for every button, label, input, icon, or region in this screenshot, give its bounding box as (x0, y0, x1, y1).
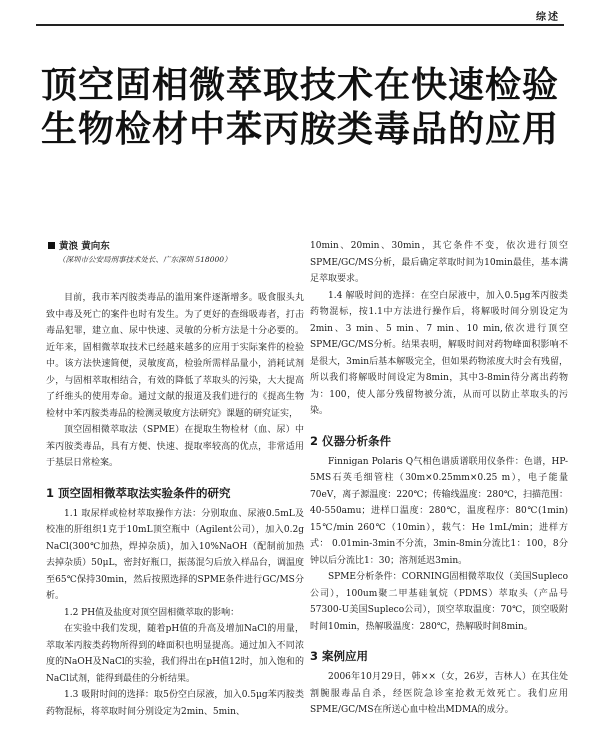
continued-paragraph: 10min、20min、30min，其它条件不变，依次进行顶空SPME/GC/MS分析，最后确定萃取时间为10min最佳，基本满足萃取要求。 (310, 241, 568, 284)
section-1-1-paragraph: 1.1 取尿样或检材萃取操作方法：分别取血、尿液0.5mL及校准的肝组织1克于10mL顶空瓶中（Agilent公司），加入0.2g NaCl(300℃加热，焊掉杂质)，加入10%NaOH（配制前加热去掉杂质）50μL，密封好瓶口，振荡混匀后放入样品台，调温度至65℃保持30min，然后按照选择的SPME条件进行GC/MS分析。 (46, 508, 304, 601)
author-block (48, 240, 298, 266)
section-1-2-paragraph: 在实验中我们发现，随着pH值的升高及增加NaCl的用量，萃取苯丙胺类药物所得到的峰面积也明显提高。通过加入不同浓度的NaOH及NaCl的实验，我们得出在pH值12时，加入饱和的NaCl试剂，能得到最佳的分析结果。 (46, 624, 304, 684)
intro-paragraph-2: 顶空固相微萃取法（SPME）在提取生物检材（血、尿）中苯丙胺类毒品，具有方便、快速、提取率较高的优点，非常适用于基层日常检案。 (46, 425, 304, 468)
section-2-heading: 2 仪器分析条件 (310, 433, 392, 448)
section-1-4-paragraph: 1.4 解吸时间的选择：在空白尿液中，加入0.5μg苯丙胺类药物混标，按1.1中方法进行操作后，将解吸时间分别设定为2min、3 min、5 min、7 min、10 min,依次进行顶空SPME/GC/MS分析。结果表明，解吸时间对药物峰面积影响不是很大，3min后基本解吸完全，但如果药物浓度大时会有残留，所以我们将解吸时间设定为8min，其中3-8min待分离出药物为：100，使人部分残留物被分流，从而可以防止萃取头的污染。 (310, 290, 568, 416)
section-3-heading: 3 案例应用 (310, 649, 369, 663)
author-affiliation: （深圳市公安局刑事技术处长、广东深圳 518000） (58, 255, 232, 264)
article-title (0, 64, 600, 152)
section-1-3-paragraph: 1.3 吸附时间的选择：取5份空白尿液，加入0.5μg苯丙胺类药物混标，将萃取时间分别设定为2min、5min、 (46, 690, 304, 717)
spacer (46, 472, 304, 480)
section-1-2-heading: 1.2 PH值及盐度对顶空固相微萃取的影响： (64, 607, 240, 618)
spacer (310, 635, 568, 643)
left-column (46, 290, 304, 720)
section-2-spme-paragraph: SPME分析条件：CORNING固相微萃取仪（美国Supleco公司），100um聚二甲基硅氧烷（PDMS）萃取头（产品号57300-U美国Supleco公司），顶空萃取温度：70℃，顶空吸附时间10min，热解吸温度：280℃，热解吸时间8min。 (310, 572, 568, 632)
author-names: 黄浪 黄向东 (59, 241, 110, 252)
authors (48, 240, 298, 254)
title-line-1: 顶空固相微萃取技术在快速检验 (40, 65, 559, 106)
section-3-paragraph: 2006年10月29日，韩××（女，26岁，吉林人）在其住处割腕服毒品自杀，经医院急诊室抢救无效死亡。我们应用SPME/GC/MS在所送心血中检出MDMA的成分。 (310, 672, 568, 715)
journal-section-label: 综述 (536, 12, 560, 23)
right-column (310, 238, 568, 719)
spacer (310, 420, 568, 428)
square-bullet-icon (48, 242, 55, 249)
intro-paragraph-1: 目前，我市苯丙胺类毒品的滥用案件逐渐增多。吸食服头丸致中毒及死亡的案件也时有发生。为了更好的查缉吸毒者，打击毒品犯罪，建立血、尿中快速、灵敏的分析方法是十分必要的。近年来，固相微萃取技术已经越来越多的应用于实际案件的检验中。该方法快速简便，灵敏度高，检验所需样品量小，消耗试剂少，与固相萃取相结合，有效的降低了萃取头的污染，大大提高了纤维头的使用寿命。通过文献的报道及我们进行的《提高生物检材中苯丙胺类毒品的检测灵敏度方法研究》课题的研究证实， (46, 293, 304, 419)
section-1-heading: 1 顶空固相微萃取法实验条件的研究 (46, 485, 231, 500)
title-line-2: 生物检材中苯丙胺类毒品的应用 (40, 109, 559, 150)
header-rule (36, 24, 564, 26)
section-2-gcms-paragraph: Finnigan Polaris Q气相色谱质谱联用仪条件：色谱，HP-5MS石英毛细管柱（30m×0.25mm×0.25 m），电子能量70eV，离子源温度：220℃；传输线温度：280℃，扫描范围：40-550amu；进样口温度：280℃，温度程序：80℃(1min) 15℃/min 260℃（10min），载气：He 1mL/min；进样方式： 0.01min-3min不分流，3min-8min分流比1：100，8分钟以后分流比1：30；溶剂延迟3min。 (310, 456, 568, 566)
